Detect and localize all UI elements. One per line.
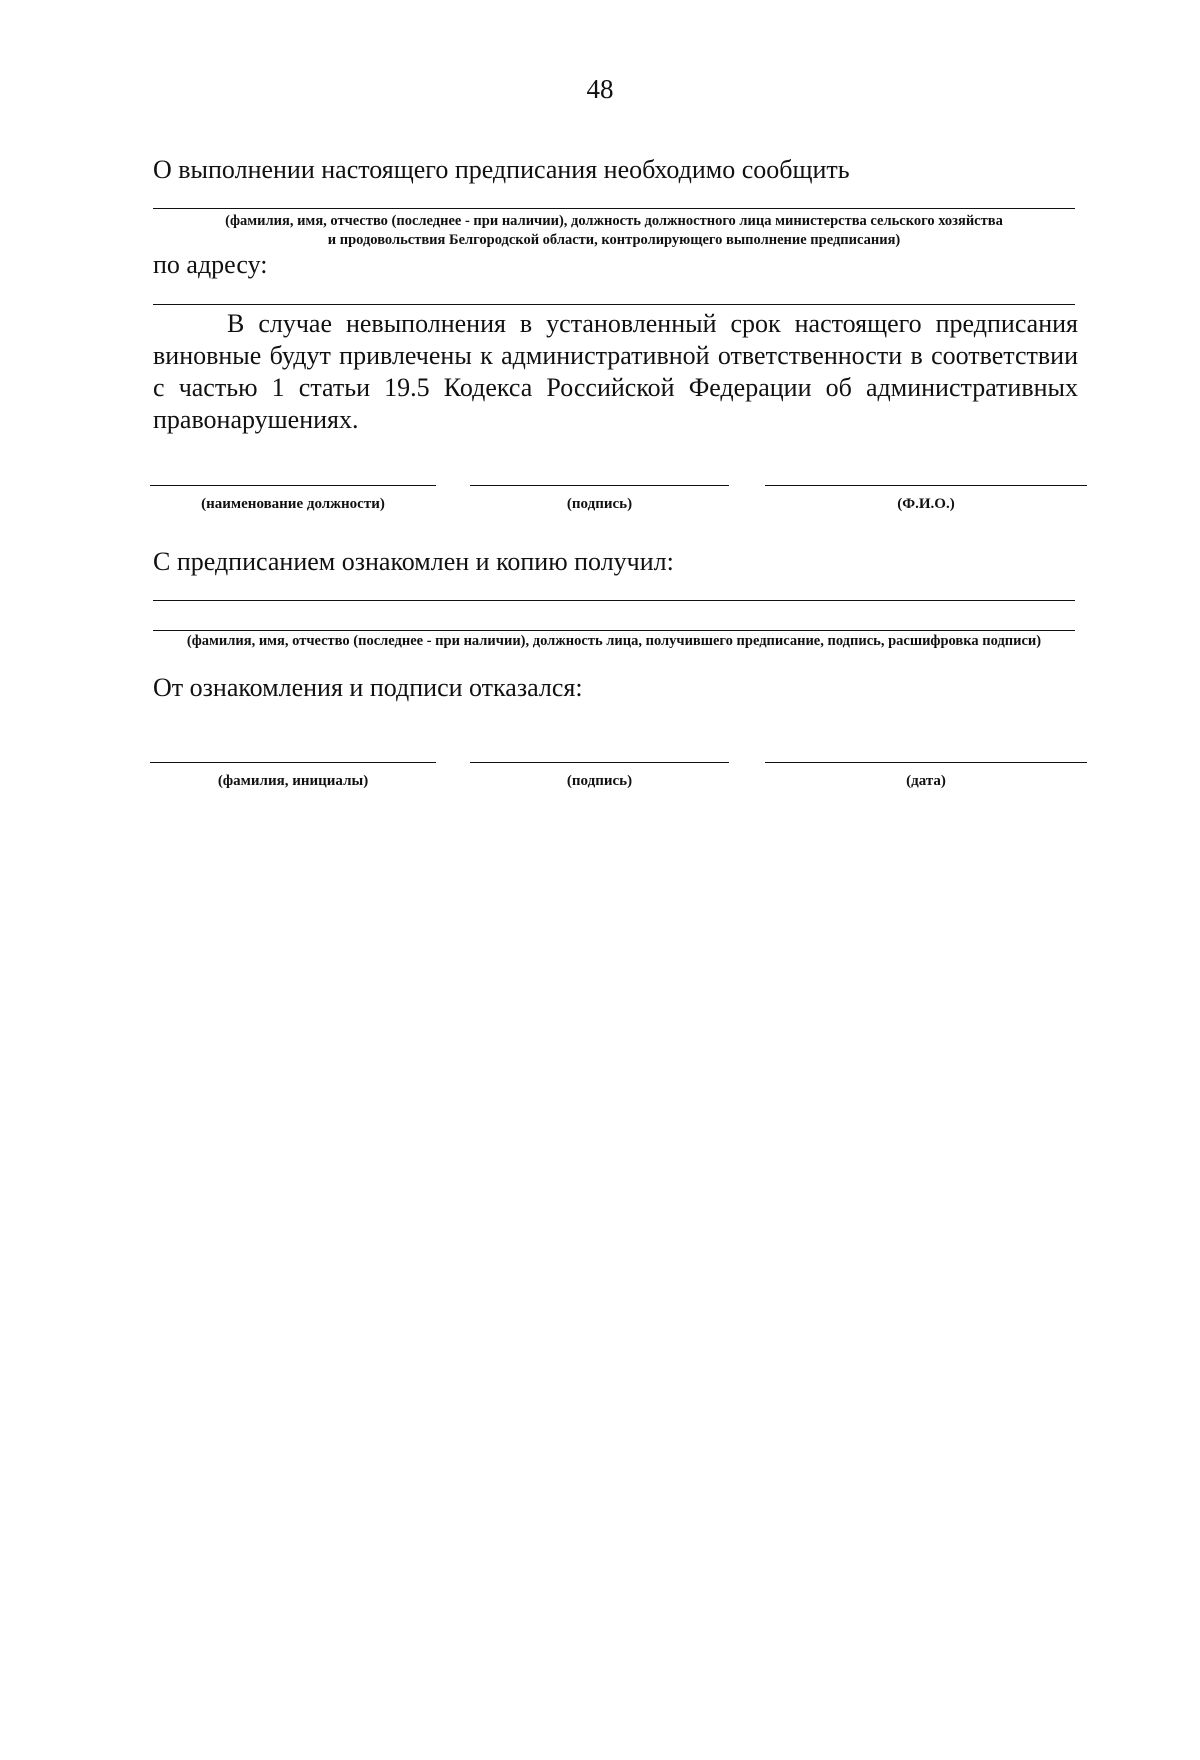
issuer-name-line <box>765 485 1087 486</box>
liability-paragraph-line4: правонарушениях. <box>153 405 359 434</box>
issuer-name-caption: (Ф.И.О.) <box>897 496 955 512</box>
issuer-position-caption: (наименование должности) <box>201 496 385 512</box>
liability-paragraph-line3: с частью 1 статьи 19.5 Кодекса Российской Федерации об административных <box>153 373 1078 402</box>
issuer-signature-caption: (подпись) <box>566 496 633 512</box>
refusal-signature-line <box>470 762 729 763</box>
refusal-heading: От ознакомления и подписи отказался: <box>153 673 583 702</box>
refusal-signature-caption: (подпись) <box>566 773 633 789</box>
refusal-date-line <box>765 762 1087 763</box>
acknowledgement-heading: С предписанием ознакомлен и копию получил: <box>153 547 674 576</box>
acknowledgement-caption: (фамилия, имя, отчество (последнее - при наличии), должность лица, получившего предписание, подпись, расшифровка подписи) <box>186 633 1042 649</box>
acknowledgement-fill-line2 <box>153 630 1075 631</box>
issuer-position-line <box>150 485 436 486</box>
refusal-name-caption: (фамилия, инициалы) <box>217 773 369 789</box>
responsible-person-caption-line2: и продовольствия Белгородской области, контролирующего выполнение предписания) <box>327 232 901 248</box>
refusal-date-caption: (дата) <box>906 773 946 789</box>
address-fill-line <box>153 304 1075 305</box>
acknowledgement-fill-line1 <box>153 600 1075 601</box>
address-label: по адресу: <box>153 250 268 279</box>
page-number: 48 <box>586 74 614 104</box>
liability-paragraph-line1: В случае невыполнения в установленный срок настоящего предписания <box>227 309 1078 338</box>
issuer-signature-line <box>470 485 729 486</box>
notice-heading: О выполнении настоящего предписания необходимо сообщить <box>153 155 850 184</box>
responsible-person-caption-line1: (фамилия, имя, отчество (последнее - при наличии), должность должностного лица министерства сельского хозяйства <box>225 213 1003 229</box>
responsible-person-fill-line <box>153 208 1075 209</box>
refusal-name-line <box>150 762 436 763</box>
liability-paragraph-line2: виновные будут привлечены к административной ответственности в соответствии <box>153 341 1078 370</box>
